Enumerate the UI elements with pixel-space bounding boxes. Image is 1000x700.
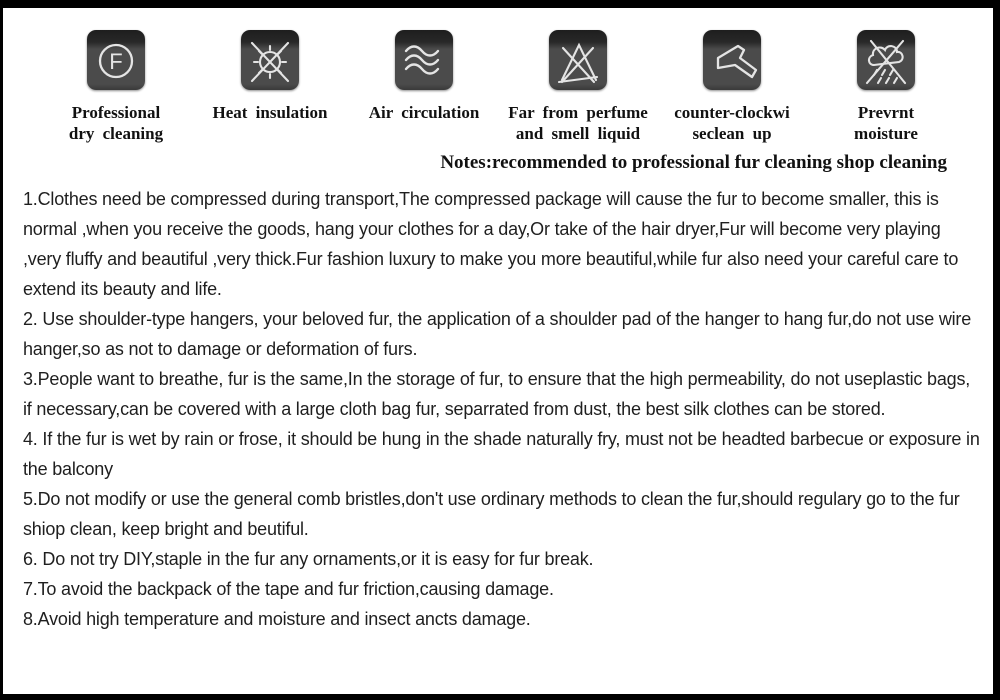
care-symbol-label [508,102,648,144]
crossed-rain-cloud-icon [857,30,915,90]
instruction-item-1: 1.Clothes need be compressed during transport,The compressed package will cause the fur to become smaller, this is normal ,when you receive the goods, hang your clothes for a day,Or take of the hair dryer,Fur will become very playing ,very fluffy and beautiful ,very thick.Fur fashion luxury to make you more beautiful,while fur also need your careful care to extend its beauty and life. [23,189,959,299]
care-symbol-counter-clockwise-clean [655,30,809,144]
care-label-line: Air circulation [368,103,480,122]
notes-heading: Notes:recommended to professional fur cleaning shop cleaning [440,152,947,173]
svg-text:F: F [109,49,123,74]
care-label-line: dry cleaning [68,124,164,143]
care-symbol-heat-insulation [193,30,347,144]
care-symbol-prevent-moisture [809,30,963,144]
care-symbol-label [369,102,480,123]
care-label-line: moisture [854,124,918,143]
care-symbol-professional-dry-cleaning [39,30,193,144]
instructions-list [3,184,993,634]
instruction-item-5: 5.Do not modify or use the general comb bristles,don't use ordinary methods to clean the fur,should regulary go to the fur shiop clean, keep bright and beutiful. [23,489,960,539]
crossed-perfume-icon [549,30,607,90]
care-label-line: Prevrnt [857,103,915,122]
care-symbol-label [674,102,790,144]
instruction-item-2: 2. Use shoulder-type hangers, your beloved fur, the application of a shoulder pad of the hanger to hang fur,do not use wire hanger,so as not to damage or deformation of furs. [23,309,972,359]
care-label-line: Professional [71,103,161,122]
instruction-item-3: 3.People want to breathe, fur is the same,In the storage of fur, to ensure that the high permeability, do not useplastic bags, if necessary,can be covered with a large cloth bag fur, separrated from dust, the best silk clothes can be stored. [23,369,971,419]
care-symbol-label [69,102,163,144]
instruction-item-6: 6. Do not try DIY,staple in the fur any ornaments,or it is easy for fur break. [23,549,594,569]
care-symbol-air-circulation [347,30,501,144]
instruction-item-7: 7.To avoid the backpack of the tape and fur friction,causing damage. [23,579,554,599]
circle-f-icon [87,30,145,90]
care-label-line: and smell liquid [515,124,641,143]
care-symbol-label [854,102,918,144]
care-symbol-far-from-perfume [501,30,655,144]
care-label-line: Heat insulation [212,103,328,122]
care-label-line: seclean up [692,124,772,143]
air-waves-icon [395,30,453,90]
instruction-item-8: 8.Avoid high temperature and moisture and insect ancts damage. [23,609,531,629]
care-label-line: Far from perfume [508,103,648,122]
care-symbols-row [3,8,993,144]
crossed-sun-icon [241,30,299,90]
instruction-item-4: 4. If the fur is wet by rain or frose, it should be hung in the shade naturally fry, must not be headted barbecue or exposure in the balcony [23,429,980,479]
care-label-line: counter-clockwi [674,103,790,122]
care-symbol-label [213,102,328,123]
brush-icon [703,30,761,90]
